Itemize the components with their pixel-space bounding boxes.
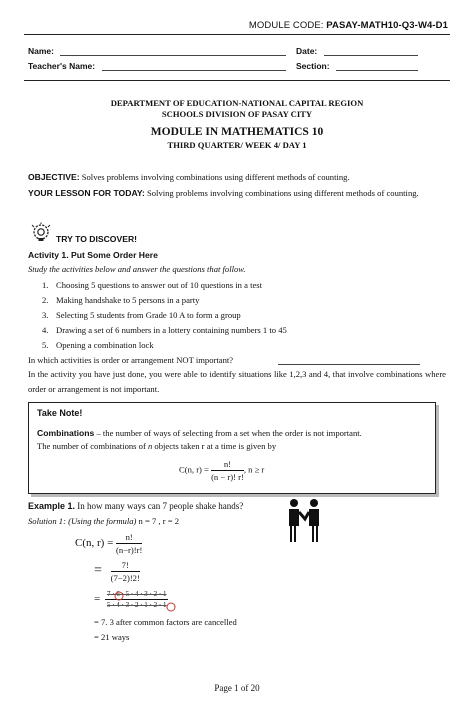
lesson-label: YOUR LESSON FOR TODAY: (28, 188, 145, 198)
solution-formula (75, 532, 142, 555)
objective-label: OBJECTIVE: (28, 172, 80, 182)
activity-question (28, 353, 446, 368)
teacher-field[interactable] (102, 70, 286, 71)
lesson-text: Solving problems involving combinations using different methods of counting. (144, 188, 419, 198)
activity-explanation: In the activity you have just done, you were able to identify situations like 1,2,3 and 4, that involve combinations where order or arrangement is not important. (28, 369, 446, 394)
example-label: Example 1. (28, 501, 76, 511)
handshake-icon (284, 498, 324, 549)
list-number: 3. (42, 310, 49, 320)
solution-line (28, 516, 179, 526)
list-text: Making handshake to 5 persons in a party (56, 295, 200, 305)
page-number: Page 1 of 20 (214, 683, 260, 693)
teacher-label: Teacher's Name: (28, 61, 96, 71)
list-item (42, 310, 241, 320)
formula-fraction (211, 459, 244, 482)
definition-text: – the number of ways of selecting from a set when the order is not important. (94, 428, 362, 438)
cancel-marks (108, 590, 178, 614)
section-label: Section: (296, 61, 330, 71)
activity-instruction: Study the activities below and answer the questions that follow. (28, 264, 246, 274)
take-note-box (28, 402, 436, 494)
module-title: MODULE IN MATHEMATICS 10 (150, 126, 324, 138)
solution-step-4: = 7. 3 after common factors are cancelled (94, 617, 237, 627)
combination-formula (179, 459, 264, 482)
question-text: In which activities is order or arrangement NOT important? (28, 355, 234, 365)
module-code-value: PASAY-MATH10-Q3-W4-D1 (326, 20, 448, 31)
example-heading (28, 501, 243, 511)
list-text: Opening a combination lock (56, 340, 154, 350)
division-line: SCHOOLS DIVISION OF PASAY CITY (161, 109, 313, 119)
take-note-title: Take Note! (37, 408, 83, 418)
combinations-term: Combinations (37, 428, 95, 438)
activity-title: Activity 1. Put Some Order Here (28, 250, 158, 260)
list-number: 1. (42, 280, 49, 290)
step3-numerator: 7 · 6 · 5 · 4 · 3 · 2 · 1 (106, 590, 167, 598)
objective (28, 170, 446, 185)
module-code (249, 20, 448, 31)
solution-step-3: = $\frac{7 \cdot 6 \cdot 5 \cdot 4 \cdot 3 \cdot 2 \cdot 1}{5 \cdot 4 \cdot 3 \cdot 2 \cdot 1 \cdot 2 \cdot 1}$ (94, 590, 168, 609)
date-label: Date: (296, 46, 318, 56)
list-item (42, 280, 262, 290)
example-question: In how many ways can 7 people shake hands? (75, 501, 244, 511)
step2-fraction (111, 560, 140, 583)
list-item (42, 340, 154, 350)
desc-text: objects taken r at a time is given by (152, 441, 277, 451)
module-code-label: MODULE CODE: (248, 20, 324, 31)
date-field[interactable] (324, 55, 418, 56)
solution-denominator: (n−r)!r! (116, 545, 143, 555)
solution-lhs: C(n, r) = (75, 537, 114, 550)
name-field[interactable] (60, 55, 286, 56)
list-text: Selecting 5 students from Grade 10 A to form a group (56, 310, 241, 320)
solution-label: Solution 1: (Using the formula) (28, 516, 137, 526)
list-item (42, 325, 287, 335)
step2-numerator: 7! (111, 560, 140, 572)
objective-text: Solves problems involving combinations using different methods of counting. (79, 172, 350, 182)
list-number: 2. (42, 295, 49, 305)
answer-field[interactable] (278, 364, 420, 365)
name-label: Name: (28, 46, 54, 56)
formula-condition: , n ≥ r (243, 464, 265, 475)
desc-n: n (147, 441, 153, 451)
formula-lhs: C(n, r) = (179, 464, 209, 475)
step2-denominator: (7−2)!2! (110, 573, 140, 583)
formula-numerator: n! (211, 459, 244, 471)
solution-numerator: n! (116, 532, 142, 544)
section-field[interactable] (336, 70, 418, 71)
combinations-definition (37, 428, 429, 438)
list-text: Drawing a set of 6 numbers in a lottery containing numbers 1 to 45 (56, 325, 287, 335)
solution-step-5: = 21 ways (94, 632, 130, 642)
department-line: DEPARTMENT OF EDUCATION-NATIONAL CAPITAL REGION (110, 98, 364, 108)
solution-step-2: = $\frac{7!}{(7-2)!2!}$ (94, 560, 140, 583)
formula-denominator: (n − r)! r! (211, 472, 244, 482)
solution-values: n = 7 , r = 2 (136, 516, 180, 526)
quarter-line: THIRD QUARTER/ WEEK 4/ DAY 1 (167, 140, 307, 150)
try-to-discover-heading: TRY TO DISCOVER! (56, 234, 138, 244)
header-rule (24, 34, 450, 35)
lesson (28, 186, 446, 201)
list-text: Choosing 5 questions to answer out of 10 questions in a test (56, 280, 262, 290)
combinations-description (37, 441, 429, 451)
lightbulb-gear-icon (30, 222, 52, 249)
solution-fraction (116, 532, 142, 555)
list-item (42, 295, 199, 305)
list-number: 4. (42, 325, 49, 335)
desc-text: The number of combinations of (37, 441, 148, 451)
fields-rule (24, 80, 450, 81)
step3-denominator: 5 · 4 · 3 · 2 · 1 · 2 · 1 (106, 601, 167, 609)
list-number: 5. (42, 340, 49, 350)
